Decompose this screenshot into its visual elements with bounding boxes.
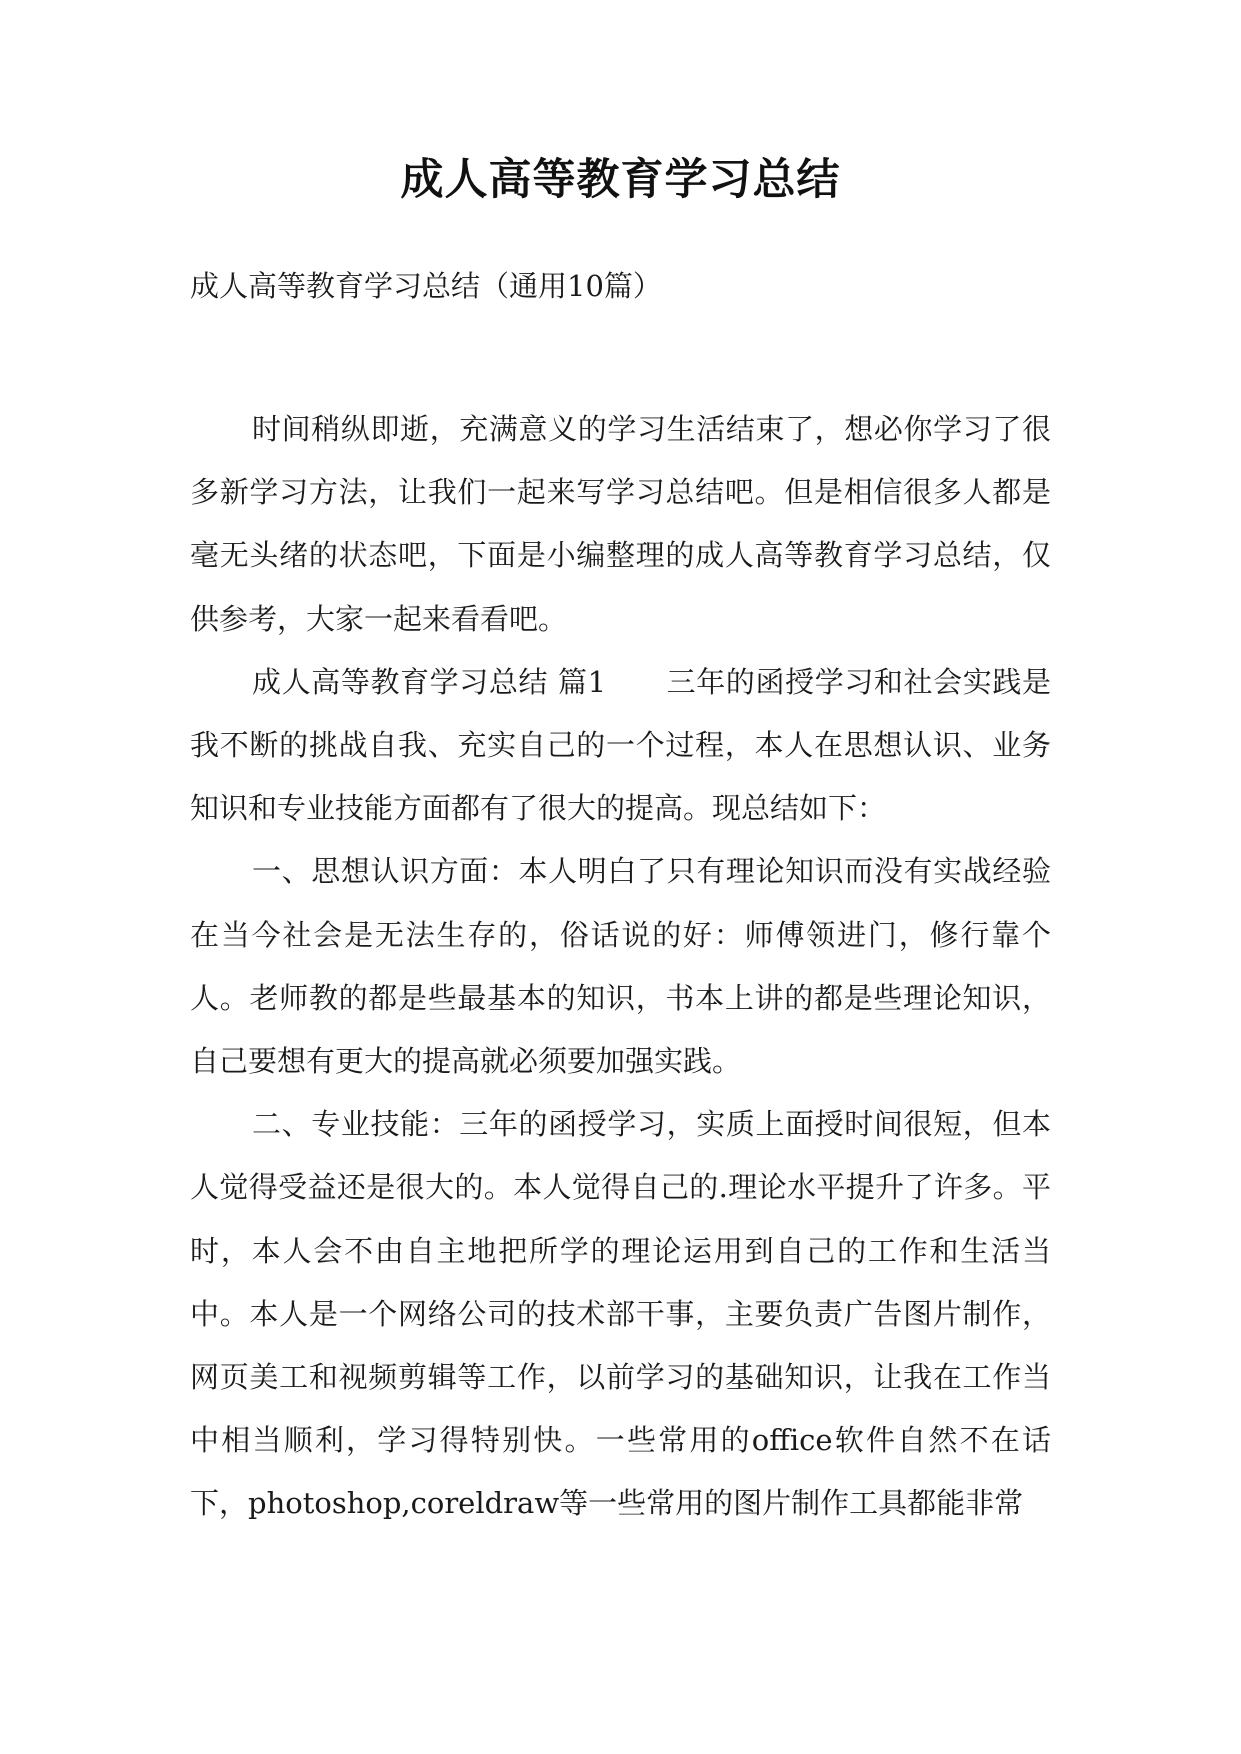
section-1-heading: 成人高等教育学习总结 篇1 (252, 664, 607, 699)
section-1-body: 三年的函授学习和社会实践是我不断的挑战自我、充实自己的一个过程，本人在思想认识、业务知识和专业技能方面都有了很大的提高。现总结如下： (190, 664, 1051, 826)
section-1-paragraph (190, 651, 1051, 841)
point-2-paragraph: 二、专业技能：三年的函授学习，实质上面授时间很短，但本人觉得受益还是很大的。本人觉得自己的.理论水平提升了许多。平时，本人会不由自主地把所学的理论运用到自己的工作和生活当中。本人是一个网络公司的技术部干事，主要负责广告图片制作，网页美工和视频剪辑等工作，以前学习的基础知识，让我在工作当中相当顺利，学习得特别快。一些常用的office软件自然不在话下，photoshop,coreldraw等一些常用的图片制作工具都能非常 (190, 1107, 1051, 1521)
intro-paragraph: 时间稍纵即逝，充满意义的学习生活结束了，想必你学习了很多新学习方法，让我们一起来写学习总结吧。但是相信很多人都是毫无头绪的状态吧，下面是小编整理的成人高等教育学习总结，仅供参考，大家一起来看看吧。 (190, 412, 1051, 636)
document-title: 成人高等教育学习总结 (400, 155, 841, 205)
document-subtitle: 成人高等教育学习总结（通用10篇） (190, 269, 662, 303)
document-body (190, 398, 1051, 1536)
point-1-paragraph: 一、思想认识方面：本人明白了只有理论知识而没有实战经验在当今社会是无法生存的，俗话说的好：师傅领进门，修行靠个人。老师教的都是些最基本的知识，书本上讲的都是些理论知识，自己要想有更大的提高就必须要加强实践。 (190, 854, 1051, 1079)
